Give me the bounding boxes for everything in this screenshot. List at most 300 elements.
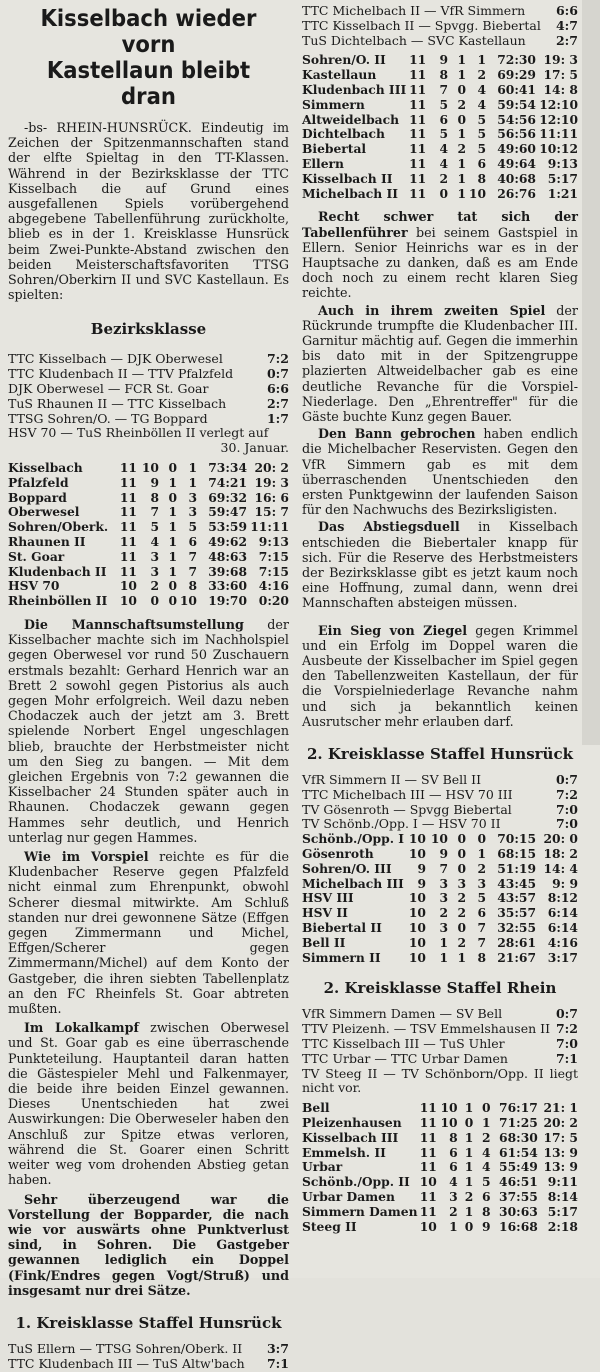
draws: 0 — [457, 831, 466, 847]
points: 20: 2 — [254, 460, 289, 476]
standings-row — [302, 68, 578, 83]
games-played: 10 — [408, 949, 426, 965]
draws: 1 — [168, 534, 177, 549]
points: 20: 2 — [543, 1115, 578, 1130]
team-name: Oberwesel — [8, 504, 80, 520]
draws: 0 — [168, 578, 177, 594]
match-pairing: TTC Urbar — TTC Urbar Damen — [302, 1050, 508, 1066]
set-ratio: 28:61 — [497, 934, 536, 950]
wins: 1 — [439, 934, 448, 950]
match-score: 7:0 — [555, 1036, 578, 1052]
section-title-bezirksklasse: Bezirksklasse — [90, 320, 207, 339]
standings-row — [302, 1101, 578, 1116]
paragraph-text: bei seinem Gastspiel in Ellern. Senior Heinrichs war es in der Hauptsache zu danken, daß es am Ende doch noch zu einem recht klaren Sieg reichte. — [302, 224, 578, 301]
games-played: 11 — [409, 155, 427, 171]
points: 17: 5 — [543, 1129, 578, 1145]
draws: 2 — [457, 890, 466, 906]
draws: 1 — [457, 52, 467, 68]
points: 16: 6 — [254, 489, 289, 505]
match-result — [8, 1357, 289, 1372]
draws: 1 — [168, 563, 177, 579]
games-played: 11 — [409, 96, 427, 112]
points: 12:10 — [539, 111, 578, 127]
team-name: Simmern II — [302, 949, 381, 965]
wins: 0 — [439, 185, 449, 201]
set-ratio: 74:21 — [208, 474, 247, 490]
losses: 0 — [481, 1100, 491, 1116]
losses: 10 — [468, 185, 487, 201]
games-played: 11 — [119, 563, 137, 579]
postponed-text: HSV 70 — TuS Rheinböllen II verlegt auf — [8, 425, 269, 441]
match-pairing: TTC Kisselbach III — TuS Uhler — [302, 1036, 505, 1052]
team-name: Biebertal II — [302, 920, 382, 936]
games-played: 10 — [408, 934, 426, 950]
match-result — [302, 788, 578, 803]
games-played: 11 — [419, 1159, 437, 1175]
set-ratio: 61:54 — [499, 1144, 538, 1160]
points: 14: 8 — [543, 81, 578, 97]
draws: 2 — [457, 96, 467, 112]
games-played: 11 — [119, 548, 137, 564]
points: 2:18 — [547, 1218, 578, 1234]
games-played: 10 — [408, 890, 426, 906]
standings-row — [302, 98, 578, 113]
losses: 1 — [188, 460, 197, 476]
team-name: Altweidelbach — [302, 111, 400, 127]
games-played: 10 — [408, 920, 426, 936]
match-score: 7:2 — [555, 786, 578, 802]
wins: 10 — [430, 831, 448, 847]
wins: 2 — [150, 578, 159, 594]
losses: 6 — [481, 1188, 491, 1204]
wins: 6 — [449, 1159, 458, 1175]
points: 0:20 — [258, 593, 289, 609]
article-paragraph — [8, 1192, 289, 1298]
points: 4:16 — [258, 578, 289, 594]
match-pairing: TV Schönb./Opp. I — HSV 70 II — [302, 816, 501, 832]
set-ratio: 70:15 — [497, 831, 536, 847]
match-pairing: TuS Dichtelbach — SVC Kastellaun — [302, 32, 526, 48]
paragraph-lead: Ein Sieg von Ziegel — [318, 622, 468, 638]
losses: 3 — [477, 875, 486, 891]
paragraph-lead: Recht schwer tat sich der Tabellenführer — [302, 209, 578, 240]
paragraph-text: der Kisselbacher machte sich im Nachholspiel gegen Oberwesel vor rund 50 Zuschauern erstmals bezahlt: Gerhard Henrich war an Brett 2 sowohl gegen Pistorius als auch gegen Mohr erfolgreich. Weil dazu neben Chodaczek auch der jetzt am 3. Brett spielende Norbert Engel ungeschlagen blieb, brauchte der Herbstmeister nicht um den Sieg zu bangen. — Mit dem gleichen Ergebnis von 7:2 gewannen die Kisselbacher 24 Stunden später auch in Rhaunen. Chodaczek gewann gegen Hammes sehr deutlich, und Henrich unterlag nur gegen Hammes. — [8, 616, 289, 845]
standings-row — [302, 1146, 578, 1161]
losses: 1 — [481, 1115, 491, 1130]
team-name: Schönb./Opp. II — [302, 1174, 410, 1190]
standings-row — [8, 535, 289, 550]
standings-row — [302, 891, 578, 906]
losses: 7 — [188, 548, 197, 564]
points: 17: 5 — [543, 67, 578, 83]
article-paragraph — [302, 209, 578, 300]
games-played: 9 — [417, 875, 426, 891]
draws: 1 — [168, 474, 177, 490]
draws: 0 — [168, 460, 177, 476]
draws: 0 — [457, 81, 467, 97]
set-ratio: 53:59 — [208, 519, 247, 535]
wins: 7 — [439, 81, 449, 97]
paragraph-text: reichte es für die Kludenbacher Reserve gegen Pfalzfeld nicht einmal zum Ehrenpunkt, obwohl Scherer diesmal mitwirkte. Am Schluß standen nur drei gewonnene Sätze (Effgen gegen Zimmermann und Michel, Effgen/Scherer gegen Zimmermann/Michel) auf dem Konto der Gastgeber, die ihren siebten Tabellenplatz an den FC Rheinfels St. Goar abtreten mußten. — [8, 849, 289, 1017]
wins: 3 — [439, 890, 448, 906]
games-played: 11 — [419, 1115, 437, 1130]
points: 7:15 — [258, 563, 289, 579]
draws: 1 — [464, 1174, 474, 1190]
match-score: 2:7 — [266, 395, 289, 411]
team-name: Michelbach III — [302, 875, 404, 891]
losses: 5 — [477, 141, 487, 157]
set-ratio: 56:56 — [497, 126, 536, 142]
draws: 2 — [457, 141, 467, 157]
set-ratio: 40:68 — [497, 170, 536, 186]
postponed-match — [8, 426, 289, 456]
set-ratio: 43:45 — [497, 875, 536, 891]
standings-row — [8, 550, 289, 565]
losses: 8 — [481, 1203, 491, 1219]
match-score: 7:2 — [266, 351, 289, 367]
match-pairing: TTV Pleizenh. — TSV Emmelshausen II — [302, 1021, 551, 1037]
losses: 9 — [481, 1218, 491, 1234]
set-ratio: 48:63 — [208, 548, 247, 564]
set-ratio: 69:32 — [208, 489, 247, 505]
games-played: 10 — [419, 1218, 437, 1234]
standings-row — [302, 951, 578, 966]
draws: 0 — [457, 846, 466, 862]
wins: 8 — [439, 67, 449, 83]
set-ratio: 49:62 — [208, 534, 247, 549]
standings-row — [8, 520, 289, 535]
losses: 4 — [481, 1159, 491, 1175]
standings-row — [302, 113, 578, 128]
paragraph-lead: Auch in ihrem zweiten Spiel — [318, 302, 546, 318]
team-name: Schönb./Opp. I — [302, 831, 405, 847]
match-pairing: VfR Simmern II — SV Bell II — [302, 772, 482, 788]
match-result — [8, 1342, 289, 1357]
headline-line-2: Kastellaun bleibt dran — [46, 58, 251, 110]
draws: 1 — [457, 67, 467, 83]
standings-row — [8, 491, 289, 506]
losses: 8 — [477, 170, 487, 186]
set-ratio: 73:34 — [208, 460, 247, 476]
standings-row — [302, 862, 578, 877]
wins: 8 — [150, 489, 159, 505]
wins: 9 — [439, 846, 448, 862]
draws: 0 — [457, 920, 466, 936]
paragraph-lead: Im Lokalkampf — [24, 1020, 139, 1036]
standings-row — [302, 53, 578, 68]
set-ratio: 16:68 — [499, 1218, 538, 1234]
wins: 7 — [439, 860, 448, 876]
games-played: 11 — [119, 504, 137, 520]
wins: 0 — [150, 593, 159, 609]
set-ratio: 33:60 — [208, 578, 247, 594]
team-name: Kludenbach II — [8, 563, 107, 579]
set-ratio: 60:41 — [497, 81, 536, 97]
match-score: 7:1 — [555, 1050, 578, 1066]
right-column — [302, 4, 578, 1234]
page-edge-shadow — [582, 0, 600, 745]
match-result — [8, 382, 289, 397]
wins: 2 — [449, 1203, 458, 1219]
draws: 2 — [464, 1188, 474, 1204]
match-result — [302, 1037, 578, 1052]
losses: 5 — [188, 519, 197, 535]
wins: 4 — [439, 155, 449, 171]
set-ratio: 55:49 — [499, 1159, 538, 1175]
team-name: Rhaunen II — [8, 534, 86, 549]
wins: 5 — [439, 126, 449, 142]
set-ratio: 72:30 — [497, 52, 536, 68]
match-result — [8, 367, 289, 382]
team-name: Emmelsh. II — [302, 1144, 386, 1160]
points: 4:16 — [547, 934, 578, 950]
article-paragraph — [8, 1020, 289, 1187]
paragraph-lead: Den Bann gebrochen — [318, 426, 476, 442]
wins: 10 — [440, 1100, 458, 1116]
draws: 1 — [457, 949, 466, 965]
standings-row — [302, 936, 578, 951]
standings-row — [302, 1220, 578, 1235]
team-name: Boppard — [8, 489, 67, 505]
standings-row — [302, 1116, 578, 1131]
standings-row — [302, 157, 578, 172]
draws: 1 — [457, 155, 467, 171]
standings-table-kreis1 — [302, 53, 578, 201]
draws: 0 — [457, 860, 466, 876]
match-result — [302, 1007, 578, 1022]
draws: 2 — [457, 934, 466, 950]
match-pairing: VfR Simmern Damen — SV Bell — [302, 1006, 503, 1022]
losses: 10 — [179, 593, 197, 609]
losses: 6 — [188, 534, 197, 549]
match-pairing: TTC Kisselbach — DJK Oberwesel — [8, 351, 223, 367]
games-played: 11 — [409, 126, 427, 142]
draws: 1 — [457, 170, 467, 186]
match-score: 0:7 — [555, 1006, 578, 1022]
points: 19: 3 — [254, 474, 289, 490]
paragraph-text: zwischen Oberwesel und St. Goar gab es eine überraschende Punkteteilung. Hauptanteil daran hatten die Gästespieler Mehl und Falkenmayer, die beide ihre beiden Einzel gewannen. Dieses Unentschieden hat zwei Auswirkungen: Die Oberweseler haben den Anschluß zur Spitze etwas verloren, während die St. Goarer einen Schritt weiter weg vom drohenden Abstieg getan haben. — [8, 1020, 289, 1188]
match-result — [302, 1022, 578, 1037]
wins: 2 — [439, 170, 449, 186]
draws: 0 — [168, 593, 177, 609]
match-pairing: DJK Oberwesel — FCR St. Goar — [8, 381, 209, 397]
standings-row — [302, 187, 578, 202]
section-title-kreis1: 1. Kreisklasse Staffel Hunsrück — [15, 1313, 282, 1332]
games-played: 11 — [119, 519, 137, 535]
games-played: 11 — [409, 67, 427, 83]
set-ratio: 59:47 — [208, 504, 247, 520]
wins: 6 — [449, 1144, 458, 1160]
wins: 3 — [449, 1188, 458, 1204]
games-played: 10 — [119, 593, 137, 609]
games-played: 11 — [409, 111, 427, 127]
draws: 1 — [464, 1203, 474, 1219]
team-name: St. Goar — [8, 548, 65, 564]
losses: 3 — [188, 504, 197, 520]
draws: 1 — [168, 548, 177, 564]
losses: 3 — [188, 489, 197, 505]
standings-table-kreis2-rhein — [302, 1101, 578, 1234]
losses: 6 — [477, 905, 486, 921]
article-paragraph — [302, 426, 578, 517]
wins: 5 — [150, 519, 159, 535]
match-pairing: TTC Kludenbach II — TTV Pfalzfeld — [8, 366, 234, 382]
standings-row — [302, 832, 578, 847]
kreis1-results-part2 — [302, 4, 578, 48]
losses: 4 — [481, 1144, 491, 1160]
losses: 8 — [188, 578, 197, 594]
match-score: 7:1 — [266, 1355, 289, 1371]
games-played: 11 — [409, 52, 427, 68]
standings-row — [302, 906, 578, 921]
team-name: HSV 70 — [8, 578, 60, 594]
points: 19: 3 — [543, 52, 578, 68]
games-played: 11 — [119, 460, 137, 476]
match-result — [302, 34, 578, 49]
intro-paragraph: -bs- RHEIN-HUNSRÜCK. Eindeutig im Zeichen der Spitzenmannschaften stand der elfte Spieltag in den TT-Klassen. Während in der Bezirksklasse der TTC Kisselbach die auf Grund eines ausgefallenen Spiels vorübergehend abgegebene Tabellenführung zurückholte, blieb es in der 1. Kreisklasse Hunsrück beim Zwei-Punkte-Abstand zwischen den beiden Meisterschaftsfavoriten TTSG Sohren/Oberkirn II und SVC Kastellaun. Es spielten: — [8, 120, 289, 303]
match-pairing: TV Gösenroth — Spvgg Biebertal — [302, 801, 512, 817]
wins: 3 — [439, 920, 448, 936]
draws: 1 — [464, 1100, 474, 1116]
draws: 1 — [457, 185, 467, 201]
games-played: 11 — [419, 1129, 437, 1145]
match-pairing: TTC Kludenbach III — TuS Altw'bach — [8, 1355, 245, 1371]
match-result — [302, 19, 578, 34]
wins: 3 — [439, 875, 448, 891]
team-name: Gösenroth — [302, 846, 374, 862]
games-played: 11 — [419, 1100, 437, 1116]
games-played: 10 — [408, 846, 426, 862]
set-ratio: 30:63 — [499, 1203, 538, 1219]
losses: 5 — [477, 890, 486, 906]
wins: 7 — [150, 504, 159, 520]
points: 9: 9 — [552, 875, 578, 891]
set-ratio: 54:56 — [497, 111, 536, 127]
wins: 3 — [150, 563, 159, 579]
draws: 1 — [168, 504, 177, 520]
games-played: 11 — [119, 489, 137, 505]
draws: 1 — [464, 1159, 474, 1175]
losses: 0 — [477, 831, 486, 847]
section-title-kreis2-rhein: 2. Kreisklasse Staffel Rhein — [323, 979, 557, 998]
standings-row — [302, 847, 578, 862]
games-played: 11 — [419, 1203, 437, 1219]
match-score: 7:0 — [555, 816, 578, 832]
losses: 4 — [477, 96, 487, 112]
headline-line-1: Kisselbach wieder vorn — [40, 6, 257, 58]
points: 1:21 — [547, 185, 578, 201]
games-played: 10 — [408, 905, 426, 921]
wins: 8 — [449, 1129, 458, 1145]
team-name: Kisselbach III — [302, 1129, 399, 1145]
match-result — [302, 817, 578, 832]
points: 8:14 — [547, 1188, 578, 1204]
match-pairing: TTC Kisselbach II — Spvgg. Biebertal — [302, 17, 541, 33]
wins: 5 — [439, 96, 449, 112]
points: 21: 1 — [543, 1100, 578, 1116]
set-ratio: 35:57 — [497, 905, 536, 921]
standings-row — [302, 1190, 578, 1205]
wins: 4 — [150, 534, 159, 549]
wins: 2 — [439, 905, 448, 921]
wins: 1 — [439, 949, 448, 965]
points: 20: 0 — [543, 831, 578, 847]
wins: 10 — [440, 1115, 458, 1130]
article-paragraph — [302, 623, 578, 729]
standings-row — [302, 1175, 578, 1190]
team-name: Steeg II — [302, 1218, 357, 1234]
match-score: 7:0 — [555, 801, 578, 817]
losses: 8 — [477, 949, 486, 965]
set-ratio: 39:68 — [208, 563, 247, 579]
paragraph-text: in Kisselbach entschieden die Biebertaler knapp für sich. Für die Reserve des Herbstmeisters der Bezirksklasse gibt es jetzt kaum noch eine Hoffnung, zumal dann, wenn drei Mannschaften absteigen müssen. — [302, 519, 578, 611]
games-played: 10 — [408, 831, 426, 847]
set-ratio: 43:57 — [497, 890, 536, 906]
match-result — [302, 803, 578, 818]
draws: 0 — [464, 1115, 474, 1130]
team-name: Ellern — [302, 155, 344, 171]
set-ratio: 49:64 — [497, 155, 536, 171]
paragraph-lead: Sehr überzeugend war die Vorstellung der Bopparder, die nach wie vor auswärts ohne Punktverlust sind, in Sohren. Die Gastgeber gewannen lediglich ein Doppel (Fink/Endres gegen Vogt/Struß) und insgesamt nur drei Sätze. — [8, 1191, 289, 1298]
match-result — [8, 352, 289, 367]
games-played: 11 — [119, 474, 137, 490]
games-played: 11 — [409, 170, 427, 186]
team-name: Kludenbach III — [302, 81, 407, 97]
paragraph-text: haben endlich die Michelbacher Reservisten. Gegen den VfR Simmern gab es mit dem überraschenden Unentschieden den ersten Punktgewinn der laufenden Saison für den Nachwuchs des Bezirksligisten. — [302, 426, 578, 518]
match-score: 4:7 — [555, 17, 578, 33]
wins: 4 — [439, 141, 449, 157]
losses: 1 — [477, 846, 486, 862]
standings-table-kreis2-hunsrueck — [302, 832, 578, 965]
team-name: Kisselbach — [8, 460, 83, 476]
set-ratio: 32:55 — [497, 920, 536, 936]
losses: 7 — [477, 920, 486, 936]
team-name: Urbar Damen — [302, 1188, 395, 1204]
match-score: 1:7 — [266, 410, 289, 426]
games-played: 9 — [417, 860, 426, 876]
left-column — [8, 0, 289, 1372]
standings-row — [302, 127, 578, 142]
draws: 1 — [464, 1144, 474, 1160]
points: 6:14 — [547, 920, 578, 936]
points: 8:12 — [547, 890, 578, 906]
article-paragraph — [8, 849, 289, 1016]
losses: 5 — [481, 1174, 491, 1190]
points: 5:17 — [547, 170, 578, 186]
draws: 0 — [168, 489, 177, 505]
points: 14: 4 — [543, 860, 578, 876]
team-name: Kastellaun — [302, 67, 377, 83]
points: 13: 9 — [543, 1159, 578, 1175]
set-ratio: 51:19 — [497, 860, 536, 876]
losses: 6 — [477, 155, 487, 171]
wins: 3 — [150, 548, 159, 564]
paragraph-lead: Wie im Vorspiel — [24, 849, 149, 865]
team-name: Pfalzfeld — [8, 474, 69, 490]
team-name: Sohren/O. II — [302, 52, 386, 68]
set-ratio: 49:60 — [497, 141, 536, 157]
standings-table-bezirksklasse — [8, 461, 289, 609]
match-result — [302, 773, 578, 788]
points: 12:10 — [539, 96, 578, 112]
team-name: Bell II — [302, 934, 346, 950]
standings-row — [302, 1131, 578, 1146]
points: 3:17 — [547, 949, 578, 965]
games-played: 10 — [119, 578, 137, 594]
team-name: Rheinböllen II — [8, 593, 108, 609]
paragraph-lead: Die Mannschaftsumstellung — [24, 616, 244, 632]
match-score: 7:2 — [555, 1021, 578, 1037]
